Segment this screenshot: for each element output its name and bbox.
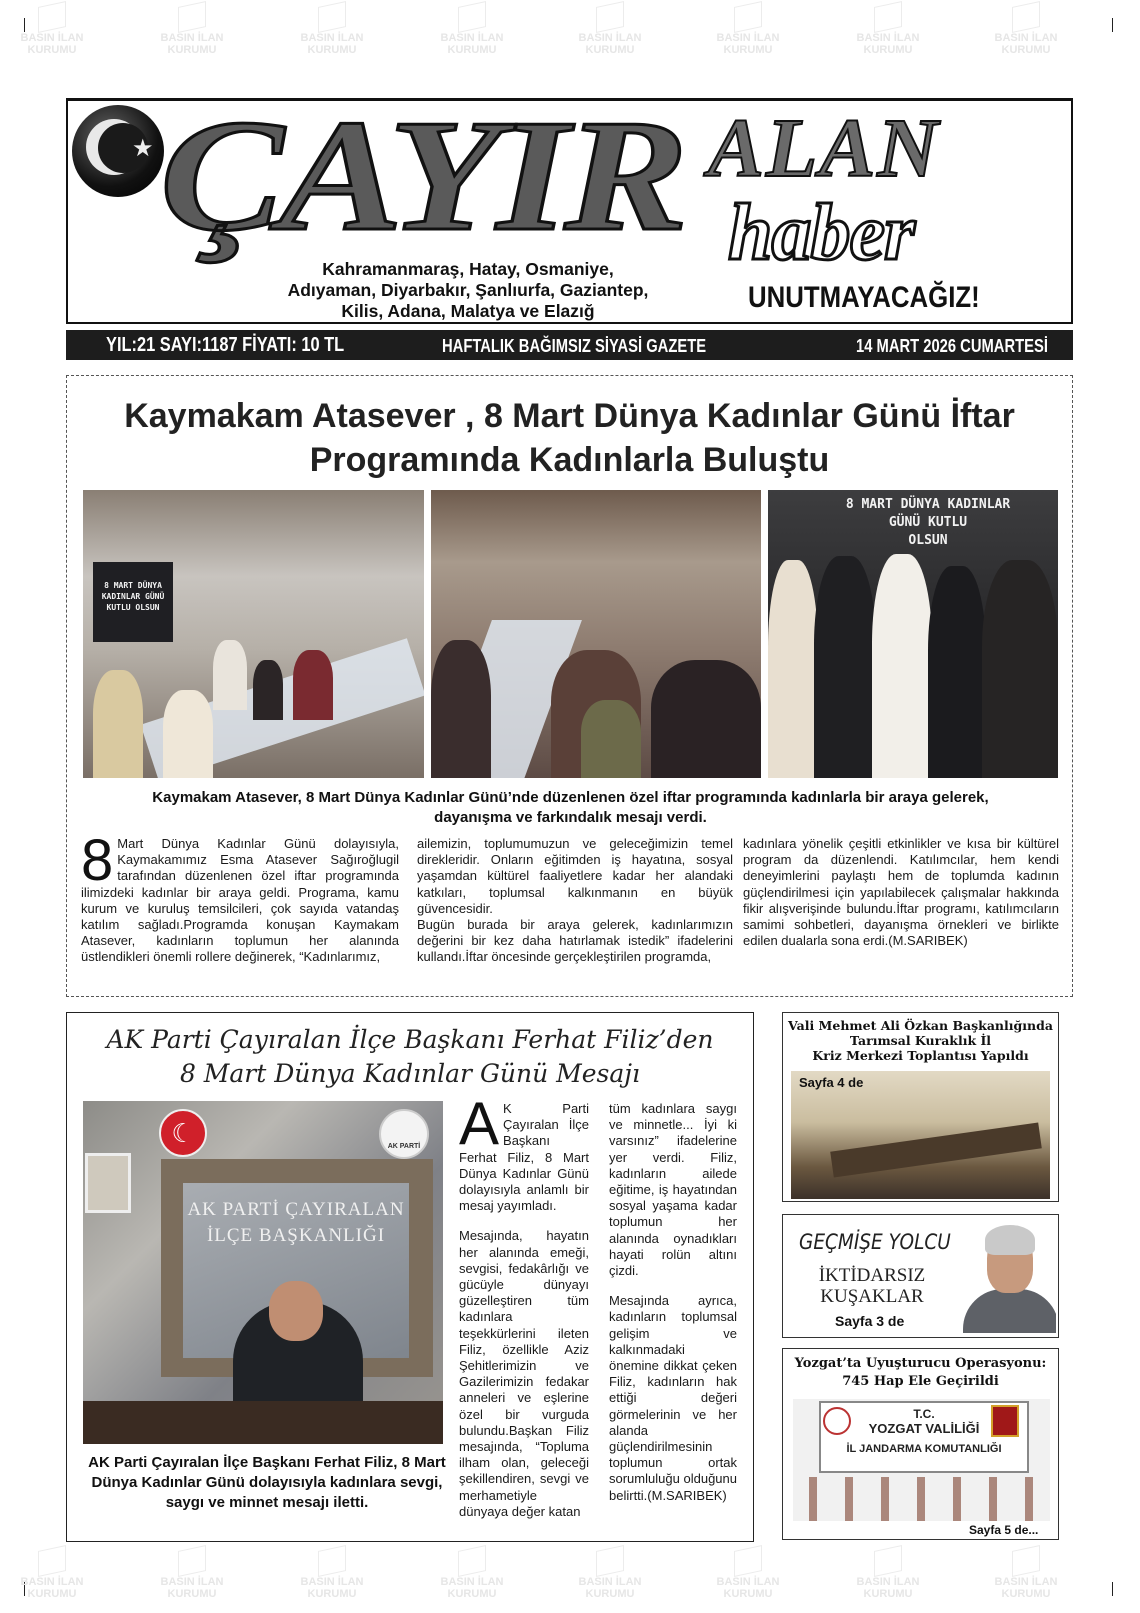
akparti-logo-icon: AK PARTİ — [379, 1109, 429, 1159]
portrait-frame — [85, 1153, 131, 1213]
crop-mark — [1112, 1582, 1113, 1596]
logo-cayir: ÇAYIR — [160, 98, 684, 264]
watermark: BASIN İLAN KURUMU — [152, 1548, 232, 1608]
watermark: BASIN İLAN KURUMU — [432, 4, 512, 64]
meeting-photo — [791, 1071, 1050, 1199]
iftar-photo-middle — [431, 490, 761, 778]
group-photo-right — [768, 490, 1058, 778]
watermark: BASIN İLAN KURUMU — [292, 1548, 372, 1608]
watermark: BASIN İLAN KURUMU — [12, 1548, 92, 1608]
seized-pills-photo — [793, 1399, 1050, 1521]
sidebar-teaser-yozgat[interactable] — [782, 1348, 1059, 1540]
lead-column-3: kadınlara yönelik çeşitli etkinlikler ve kısa bir kültürel program da düzenlendi. Katılımcılar, hem kendi deneyimlerini paylaştı hem de toplumda kadının güçlendirilmesi için yapılabilecek çalışmalar hakkında fikir alışverişinde bulundu.İftar programı, katılımcıların samimi sohbetleri, dayanışma örnekleri ve birlikte edilen dualarla sona erdi.(M.SARIBEK) — [743, 836, 1059, 949]
crop-mark — [24, 18, 25, 32]
headline-line: Programında Kadınlarla Buluştu — [309, 441, 830, 479]
column-name: GEÇMİŞE YOLCU — [799, 1230, 951, 1254]
cities-line: Adıyaman, Diyarbakır, Şanlıurfa, Gaziantep, — [287, 280, 649, 300]
akparti-column-2: tüm kadınlara saygı ve minnetle... İyi ki varsınız” ifadelerine yer verdi. Filiz, kadınların ailede eğitime, iş hayatından sosyal yaşama kadar toplumun her alanında oynadıkları hayati rolün altını çizdi. Mesajında ayrıca, kadınların toplumsal gelişim ve kalkınmadaki önemine dikkat çeken Filiz, kadınların hak ettiği değeri görmelerinin ve her alanda güçlendirilmesinin toplumun ortak sorumluluğu olduğunu belirtti.(M.SARIBEK) — [609, 1101, 737, 1503]
office-sign: AK PARTİ ÇAYIRALAN İLÇE BAŞKANLIĞI — [183, 1183, 409, 1358]
issue-date: 14 MART 2026 CUMARTESİ — [856, 336, 1048, 356]
logo-alan: ALAN — [708, 102, 941, 195]
watermark: BASIN İLAN KURUMU — [708, 4, 788, 64]
banner-text: 8 MART DÜNYA KADINLAR GÜNÜ KUTLU OLSUN — [845, 497, 1011, 548]
sidebar-teaser-kuraklik[interactable] — [782, 1012, 1059, 1202]
page-reference[interactable]: Sayfa 3 de — [835, 1313, 905, 1329]
logo-haber: haber — [728, 189, 915, 277]
column-title: İKTİDARSIZ KUŞAKLAR — [818, 1265, 926, 1307]
crop-mark — [24, 1582, 25, 1596]
drop-cap: 8 — [81, 828, 114, 893]
iftar-photo-left — [83, 490, 424, 778]
valilik-seal-icon — [823, 1407, 851, 1435]
sidebar-column-teaser[interactable] — [782, 1214, 1059, 1338]
banner-text: 8 MART DÜNYA KADINLAR GÜNÜ KUTLU OLSUN — [93, 562, 173, 642]
masthead — [66, 98, 1073, 324]
watermark: BASIN İLAN KURUMU — [570, 4, 650, 64]
issue-info-bar — [66, 330, 1073, 360]
lead-body — [81, 828, 1059, 986]
paper-type: HAFTALIK BAĞIMSIZ SİYASİ GAZETE — [442, 336, 707, 356]
watermark: BASIN İLAN KURUMU — [152, 4, 232, 64]
watermark: BASIN İLAN KURUMU — [292, 4, 372, 64]
drop-cap: A — [459, 1090, 500, 1157]
columnist-photo — [961, 1221, 1056, 1333]
page-reference[interactable]: Sayfa 5 de... — [969, 1523, 1039, 1537]
ferhat-filiz-photo — [83, 1101, 443, 1444]
issue-number: YIL:21 SAYI:1187 FİYATI: 10 TL — [106, 334, 345, 356]
crescent-star-emblem-icon: ★ — [72, 105, 164, 197]
cities-line: Kahramanmaraş, Hatay, Osmaniye, — [322, 259, 614, 279]
page-reference[interactable]: Sayfa 4 de — [799, 1075, 864, 1090]
watermark: BASIN İLAN KURUMU — [986, 4, 1066, 64]
lead-article — [66, 375, 1073, 997]
jandarma-emblem-icon — [991, 1405, 1019, 1437]
headline-line: Kaymakam Atasever , 8 Mart Dünya Kadınlar Günü İftar — [124, 397, 1015, 435]
crop-mark — [1112, 18, 1113, 32]
watermark: BASIN İLAN KURUMU — [12, 4, 92, 64]
teaser-title: Yozgat’ta Uyuşturucu Operasyonu: 745 Hap Ele Geçirildi — [794, 1356, 1047, 1389]
akparti-headline: AK Parti Çayıralan İlçe Başkanı Ferhat Filiz’den 8 Mart Dünya Kadınlar Günü Mesajı — [106, 1025, 714, 1088]
akparti-column-1: A K Parti Çayıralan İlçe Başkanı Ferhat Filiz, 8 Mart Dünya Kadınlar Günü dolayısıyla anlamlı bir mesaj yayımladı. Mesajında, hayatın her alanında emeği, sevgisi, fedakârlığı ve gücüyle dünyayı güzelleştiren tüm kadınlara teşekkürlerini ileten Filiz, özellikle Aziz Şehitlerimizin ve Gazilerimizin fedakar anneleri ve eşlerine özel bir vurguda bulundu.Başkan Filiz mesajında, “Topluma ilham olan, geleceği şekillendiren, sevgi ve merhametiyle dünyaya değer katan — [459, 1090, 589, 1519]
watermark: BASIN İLAN KURUMU — [848, 1548, 928, 1608]
watermark: BASIN İLAN KURUMU — [708, 1548, 788, 1608]
jandarma-sign: T.C. YOZGAT VALİLİĞİ İL JANDARMA KOMUTANLIĞI — [819, 1401, 1029, 1473]
akparti-article — [66, 1012, 754, 1542]
watermark: BASIN İLAN KURUMU — [570, 1548, 650, 1608]
motto: UNUTMAYACAĞIZ! — [748, 281, 980, 314]
lead-column-1: 8 Mart Dünya Kadınlar Günü dolayısıyla, Kaymakamımız Esma Atasever Sağıroğlugil tarafından düzenlenen özel iftar programında ilimizdeki kadınlar bir araya geldi. Programa, kamu kurum ve kuruluş temsilcileri, çok sayıda vatandaş katılım sağladı.Programda konuşan Kaymakam Atasever, kadınların toplumun her alanında üstlendikleri önemli rollere değinerek, “Kadınlarımız, — [81, 828, 399, 965]
lead-headline — [67, 394, 1072, 482]
lead-photo-caption: Kaymakam Atasever, 8 Mart Dünya Kadınlar Günü’nde düzenlenen özel iftar programında kadınlarla bir araya gelerek, dayanışma ve farkındalık mesajı verdi. — [152, 789, 989, 826]
akparti-photo-caption: AK Parti Çayıralan İlçe Başkanı Ferhat Filiz, 8 Mart Dünya Kadınlar Günü dolayısıyla kadınlara sevgi, saygı ve minnet mesajı iletti. — [88, 1454, 446, 1511]
watermark: BASIN İLAN KURUMU — [986, 1548, 1066, 1608]
turkish-flag-icon: ☾ — [159, 1109, 207, 1157]
cities-line: Kilis, Adana, Malatya ve Elazığ — [341, 301, 595, 321]
coverage-cities — [218, 259, 718, 322]
watermark: BASIN İLAN KURUMU — [432, 1548, 512, 1608]
watermark: BASIN İLAN KURUMU — [848, 4, 928, 64]
lead-column-2: ailemizin, toplumumuzun ve geleceğimizin temel direkleridir. Onların eğitimden iş hayatına, sosyal yaşamdan kültürel faaliyetlere kadar her alandaki katkıları, toplumsal kalkınmanın en büyük güvencesidir. Bugün burada bir araya gelerek, kadınlarımızın değerini bir kez daha hatırlamak istedik” ifadelerini kullandı.İftar öncesinde gerçekleştirilen programda, — [417, 836, 733, 965]
teaser-title: Vali Mehmet Ali Özkan Başkanlığında Tarımsal Kuraklık İl Kriz Merkezi Toplantısı Yapıldı — [788, 1018, 1053, 1063]
